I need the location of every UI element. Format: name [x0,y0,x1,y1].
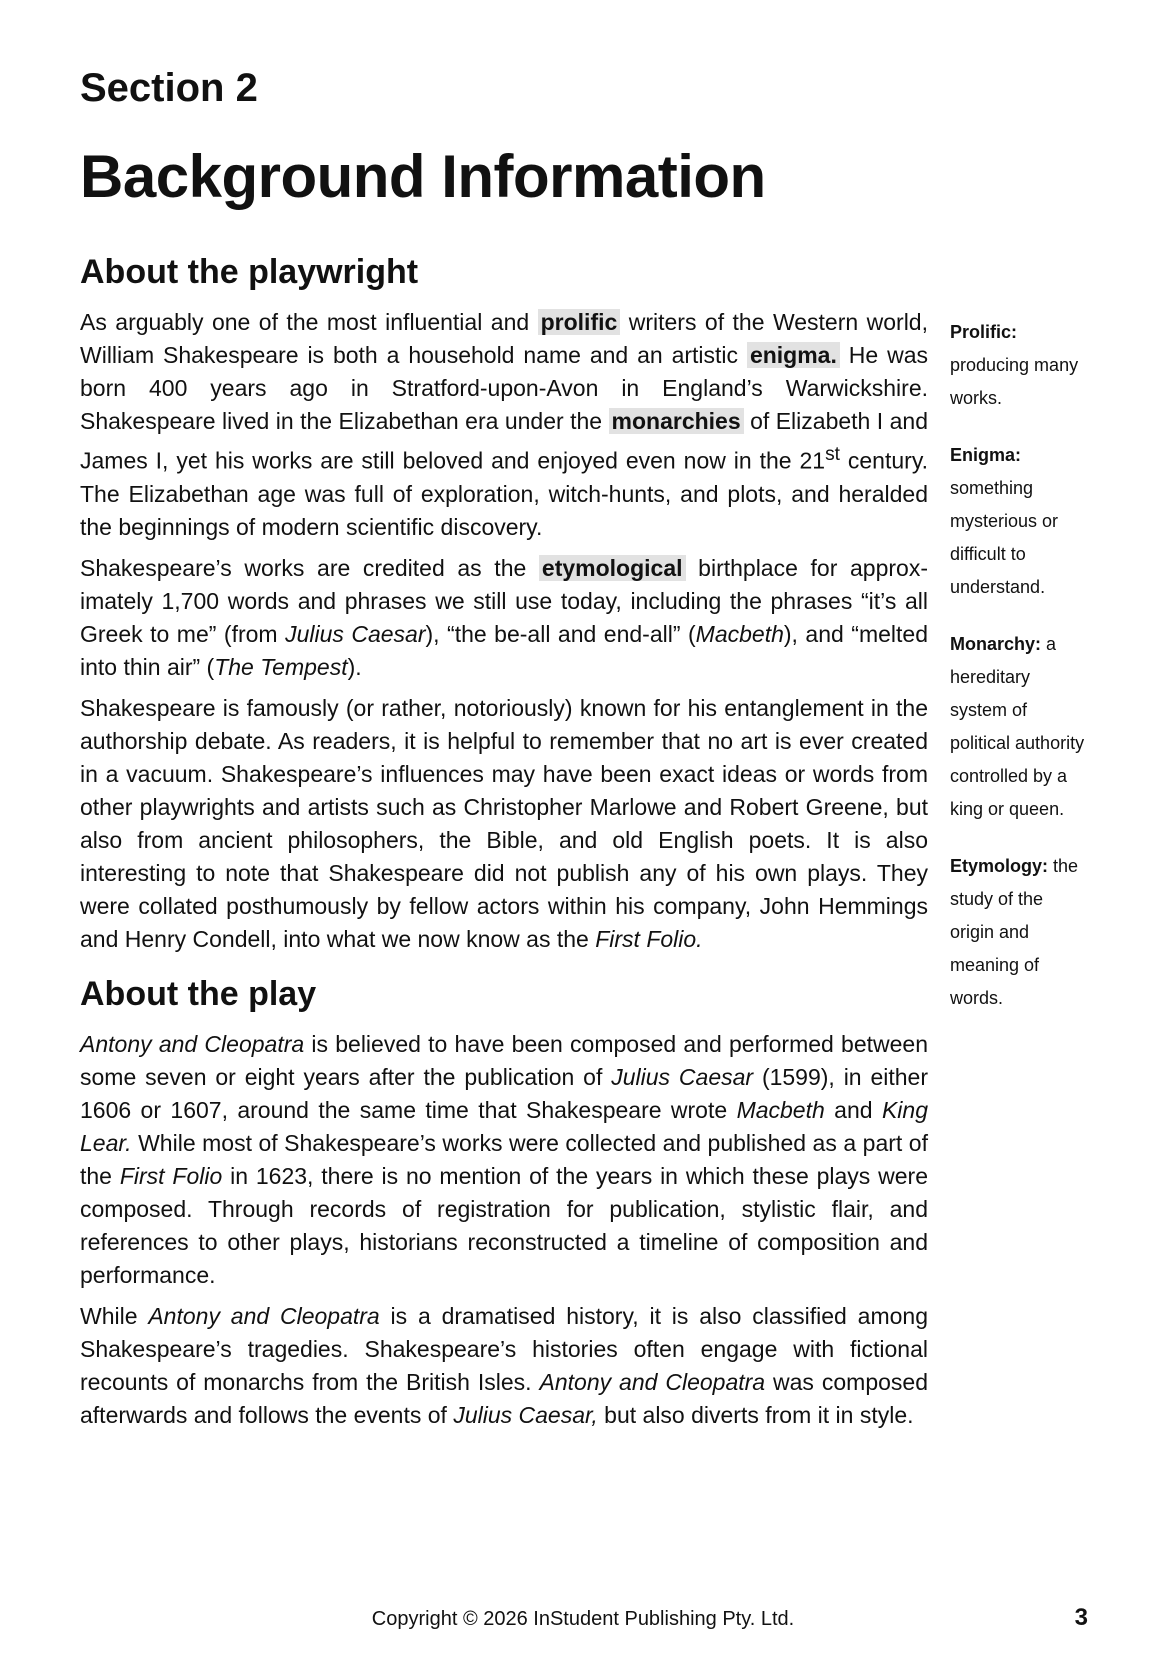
highlight-term-monarchies: monarchies [609,408,744,434]
text: century. The Elizabethan age was full of exploration, witch-hunts, and plots, and heralded the beginnings of modern scientific discovery. [80,447,928,540]
paragraph-play-1 [80,1028,928,1292]
text: ), and “melted into thin air” ( [80,620,928,680]
text: Shakespeare’s works are credited as the [80,554,539,581]
glossary-entry-monarchy [950,628,1090,826]
glossary-term: Enigma: [950,445,1022,465]
text: of Elizabeth I and James I, yet his works are still beloved and enjoyed even now in the 21 [80,408,928,474]
text: (1599), in either 1606 or 1607, around the same time that Shakespeare wrote [80,1063,929,1123]
highlight-term-enigma: enigma. [747,342,840,368]
text: is believed to have been composed and performed between some seven or eight years after the publication of [80,1030,928,1090]
glossary-term: Prolific: [950,322,1018,342]
glossary-term: Etymology: [950,856,1049,876]
glossary-entry-prolific [950,316,1090,415]
section-label: Section 2 [80,66,258,110]
italic-title: Antony and Cleopatra [148,1302,380,1329]
paragraph-playwright-3 [80,692,928,956]
italic-title: The Tempest [214,653,348,680]
glossary-entry-etymology [950,850,1090,1015]
glossary-entry-enigma [950,439,1090,604]
footer-copyright: Copyright © 2026 InStudent Publishing Pty. Ltd. [371,1608,795,1630]
text: ), “the be-all and end-all” ( [425,620,696,647]
text: Shakespeare is famously (or rather, notoriously) known for his entanglement in the authorship debate. As readers, it is helpful to remember that no art is ever created in a vacuum. Shakespeare’s influences may have been exact ideas or words from other playwrights and artists such as Christopher Marlowe and Robert Greene, but also from ancient philosophers, the Bible, and old English poets. It is also interesting to note that Shakespeare did not publish any of his own plays. They were collated posthumously by fellow actors within his company, John Hemmings and Henry Condell, into what we now know as the [80,694,928,952]
text: and [824,1096,882,1123]
page-number: 3 [1074,1604,1088,1631]
italic-title: Antony and Cleopatra [80,1030,305,1057]
glossary-definition: producing many works. [950,355,1079,408]
text: birthplace for approximately 1,700 words and phrases we still use today, including the phrases “it’s all Greek to me” (from [80,554,928,647]
text: but also diverts from it in style. [597,1401,914,1428]
italic-title: First Folio. [595,925,703,952]
italic-title: Julius Caesar, [453,1401,598,1428]
italic-title: King Lear. [80,1096,928,1156]
text: in 1623, there is no mention of the years in which these plays were composed. Through records of registration for publication, stylistic flair, and references to other plays, historians reconstructed a timeline of composition and performance. [80,1162,928,1288]
paragraph-playwright-1 [80,306,928,544]
highlight-term-prolific: prolific [538,309,621,335]
italic-title: First Folio [119,1162,223,1189]
main-content [80,234,928,1440]
text: ). [347,653,362,680]
text: While most of Shakespeare’s works were collected and published as a part of the [80,1129,928,1189]
text: As arguably one of the most influential and [80,309,538,335]
paragraph-play-2 [80,1300,928,1432]
italic-title: Macbeth [736,1096,825,1123]
glossary-term: Monarchy: [950,634,1042,654]
italic-title: Macbeth [695,620,784,647]
text: He was born 400 years ago in Stratford-upon-Avon in England’s Warwickshire. Shakespeare lived in the Elizabethan era under the [80,342,928,434]
glossary-sidebar [950,316,1090,1039]
text: was composed afterwards and follows the events of [80,1368,928,1428]
page-title: Background Information [80,143,766,210]
italic-title: Antony and Cleopatra [539,1368,766,1395]
glossary-definition: something mysterious or difficult to understand. [950,478,1059,597]
glossary-definition: a hereditary system of political authority controlled by a king or queen. [950,634,1085,819]
glossary-definition: the study of the origin and meaning of words. [950,856,1079,1008]
superscript-st: st [825,444,840,465]
paragraph-playwright-2 [80,552,928,684]
highlight-term-etymological: etymological [539,555,686,581]
text: While [80,1302,149,1329]
heading-about-play: About the play [80,974,317,1013]
heading-about-playwright: About the playwright [80,253,419,291]
italic-title: Julius Caesar [611,1063,754,1090]
text: writers of the Western world, William Shakespeare is both a household name and an artistic [80,309,928,368]
text: is a dramatised history, it is also classified among Shakespeare’s tragedies. Shakespeare’s histories often engage with fictional recounts of monarchs from the British Isles. [80,1302,928,1395]
italic-title: Julius Caesar [285,620,426,647]
